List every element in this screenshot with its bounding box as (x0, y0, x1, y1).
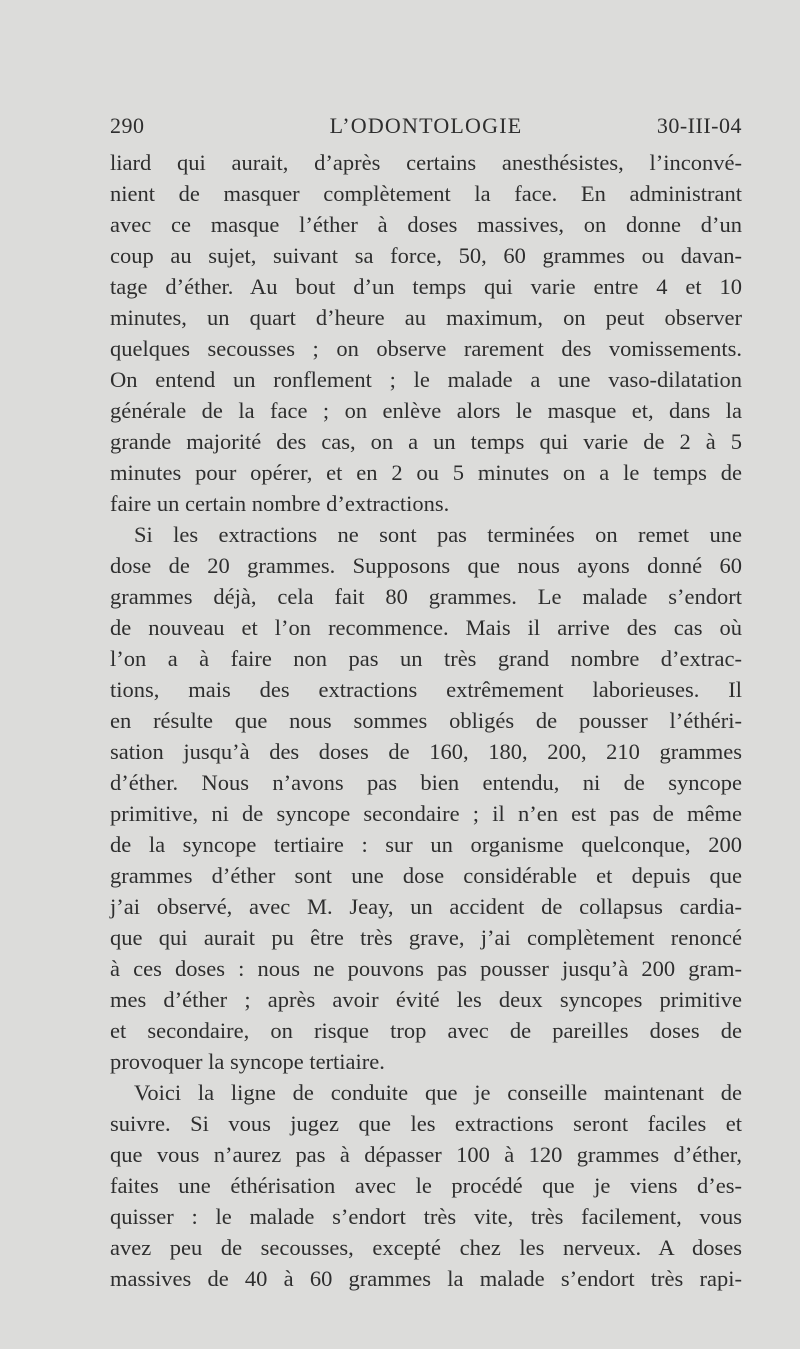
text-line: On entend un ronflement ; le malade a une vaso-dilatation (110, 367, 742, 392)
body-text (110, 147, 742, 1294)
text-line: avez peu de secousses, excepté chez les nerveux. A doses (110, 1235, 742, 1260)
text-line: à ces doses : nous ne pouvons pas pousser jusqu’à 200 gram- (110, 956, 742, 981)
issue-date: 30-III-04 (656, 113, 742, 138)
text-line: dose de 20 grammes. Supposons que nous ayons donné 60 (110, 553, 742, 578)
text-line: coup au sujet, suivant sa force, 50, 60 grammes ou davan- (110, 243, 742, 268)
page-header (110, 113, 742, 141)
text-line: et secondaire, on risque trop avec de pareilles doses de (110, 1018, 742, 1043)
text-line: d’éther. Nous n’avons pas bien entendu, ni de syncope (110, 770, 742, 795)
page-number: 290 (110, 113, 145, 138)
text-line: que vous n’aurez pas à dépasser 100 à 120 grammes d’éther, (110, 1142, 742, 1167)
text-line: de nouveau et l’on recommence. Mais il arrive des cas où (110, 615, 742, 640)
text-line: de la syncope tertiaire : sur un organisme quelconque, 200 (110, 832, 742, 857)
text-line: grande majorité des cas, on a un temps qui varie de 2 à 5 (110, 429, 742, 454)
text-line: tions, mais des extractions extrêmement laborieuses. Il (110, 677, 742, 702)
paragraph-end-line: provoquer la syncope tertiaire. (110, 1049, 385, 1074)
text-line: mes d’éther ; après avoir évité les deux syncopes primitive (110, 987, 742, 1012)
text-line: que qui aurait pu être très grave, j’ai complètement renoncé (110, 925, 742, 950)
text-line: massives de 40 à 60 grammes la malade s’endort très rapi- (110, 1266, 742, 1291)
paragraph-start-line: Si les extractions ne sont pas terminées on remet une (134, 522, 742, 547)
text-line: l’on a à faire non pas un très grand nombre d’extrac- (110, 646, 742, 671)
text-line: liard qui aurait, d’après certains anesthésistes, l’inconvé- (110, 150, 742, 175)
text-line: faites une éthérisation avec le procédé que je viens d’es- (110, 1173, 742, 1198)
text-line: suivre. Si vous jugez que les extractions seront faciles et (110, 1111, 742, 1136)
paragraph-end-line: faire un certain nombre d’extractions. (110, 491, 450, 516)
text-line: nient de masquer complètement la face. En administrant (110, 181, 742, 206)
text-line: primitive, ni de syncope secondaire ; il n’en est pas de même (110, 801, 742, 826)
text-line: quelques secousses ; on observe rarement des vomissements. (110, 336, 742, 361)
text-line: minutes, un quart d’heure au maximum, on peut observer (110, 305, 742, 330)
text-line: grammes déjà, cela fait 80 grammes. Le malade s’endort (110, 584, 742, 609)
text-line: tage d’éther. Au bout d’un temps qui varie entre 4 et 10 (110, 274, 742, 299)
text-line: quisser : le malade s’endort très vite, très facilement, vous (110, 1204, 742, 1229)
running-title: L’ODONTOLOGIE (329, 113, 523, 138)
text-line: générale de la face ; on enlève alors le masque et, dans la (110, 398, 742, 423)
text-line: j’ai observé, avec M. Jeay, un accident de collapsus cardia- (110, 894, 742, 919)
text-line: grammes d’éther sont une dose considérable et depuis que (110, 863, 742, 888)
paragraph-start-line: Voici la ligne de conduite que je conseille maintenant de (134, 1080, 742, 1105)
text-line: minutes pour opérer, et en 2 ou 5 minutes on a le temps de (110, 460, 742, 485)
text-line: en résulte que nous sommes obligés de pousser l’éthéri- (110, 708, 742, 733)
text-line: avec ce masque l’éther à doses massives, on donne d’un (110, 212, 742, 237)
text-line: sation jusqu’à des doses de 160, 180, 200, 210 grammes (110, 739, 742, 764)
